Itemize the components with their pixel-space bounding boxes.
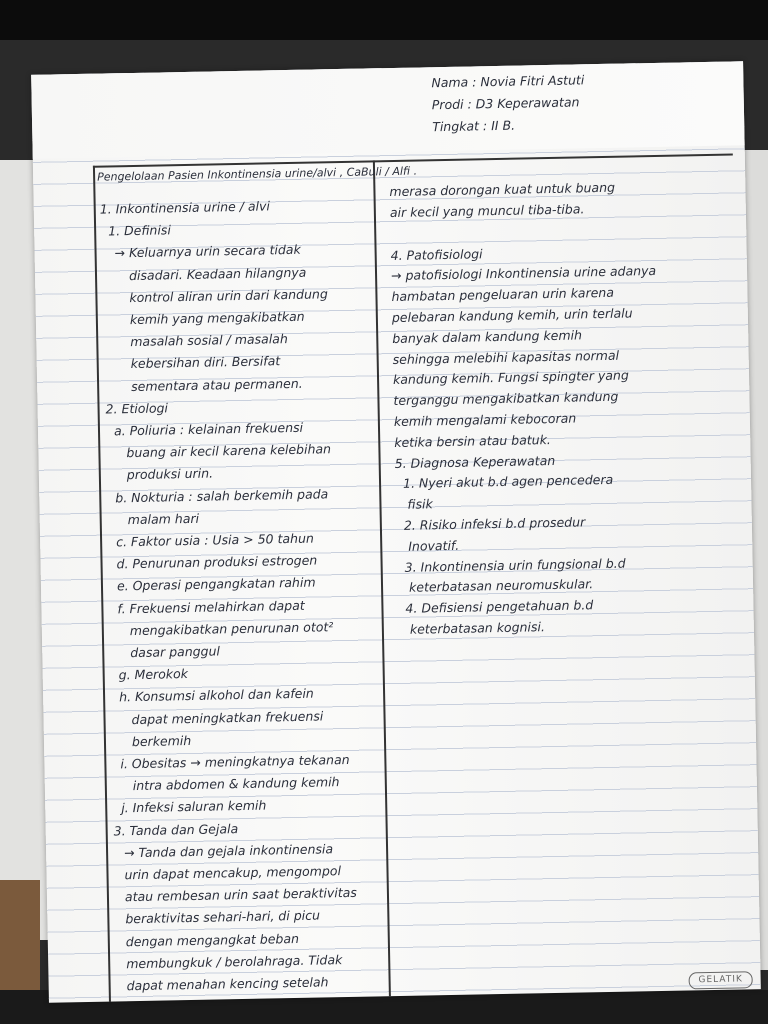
left-column-line: j. Infeksi saluran kemih — [121, 797, 267, 816]
right-column-line: kemih mengalami kebocoran — [393, 410, 577, 430]
left-column-line: h. Konsumsi alkohol dan kafein — [118, 686, 314, 705]
left-column-line: produksi urin. — [126, 465, 214, 483]
paper-header-area — [31, 61, 744, 159]
left-column-line: dapat meningkatkan frekuensi — [131, 708, 324, 727]
left-column-line: 1. Inkontinensia urine / alvi — [99, 198, 271, 217]
left-column-line: beraktivitas sehari-hari, di picu — [125, 907, 321, 927]
right-column-line: 4. Defisiensi pengetahuan b.d — [405, 597, 594, 617]
left-column-line: 3. Tanda dan Gejala — [113, 820, 239, 839]
left-column-line: a. Poliuria : kelainan frekuensi — [113, 419, 304, 439]
left-column-line: malam hari — [127, 510, 200, 527]
left-column-line: membungkuk / berolahraga. Tidak — [126, 951, 343, 972]
left-column-line: kontrol aliran urin dari kandung — [129, 286, 328, 305]
gelatik-logo: GELATIK — [689, 971, 753, 989]
right-column-line: 1. Nyeri akut b.d agen pencedera — [402, 472, 614, 492]
right-column-line: → patofisiologi Inkontinensia urine adanya — [390, 263, 657, 284]
right-column-line: air kecil yang muncul tiba-tiba. — [389, 201, 585, 220]
left-column-line: dasar panggul — [130, 643, 221, 661]
left-column-line: kemih yang mengakibatkan — [129, 308, 305, 328]
left-column-line: → Keluarnya urin secara tidak — [114, 242, 301, 261]
right-column-line: pelebaran kandung kemih, urin terlalu — [391, 305, 633, 326]
left-column-line: masalah sosial / masalah — [130, 331, 288, 350]
right-column-line: terganggu mengakibatkan kandung — [393, 388, 619, 409]
right-column-line: keterbatasan neuromuskular. — [408, 576, 594, 596]
left-column-line: g. Merokok — [118, 666, 189, 683]
table-left-border — [93, 166, 111, 1002]
left-column-line: dapat menahan kencing setelah — [126, 974, 329, 994]
left-column-line: mengakibatkan penurunan otot² — [129, 619, 334, 638]
right-column-line: hambatan pengeluaran urin karena — [391, 284, 615, 305]
column-divider — [373, 160, 391, 996]
class-level: Tingkat : II B. — [432, 117, 516, 135]
right-column-line: fisik — [407, 496, 433, 512]
left-column-line: kebersihan diri. Bersifat — [130, 353, 281, 372]
right-column-line: 5. Diagnosa Keperawatan — [394, 452, 556, 471]
left-column-line: e. Operasi pengangkatan rahim — [116, 574, 316, 594]
right-column-line: ketika bersin atau batuk. — [394, 431, 551, 450]
left-column-line: intra abdomen & kandung kemih — [132, 774, 340, 794]
left-column-line: i. Obesitas → meningkatnya tekanan — [120, 751, 350, 772]
right-column-line: 2. Risiko infeksi b.d prosedur — [403, 514, 586, 533]
left-column-line: urin dapat mencakup, mengompol — [124, 863, 342, 883]
right-column-line: keterbatasan kognisi. — [409, 619, 546, 637]
document-title: Pengelolaan Pasien Inkontinensia urine/alvi , CaBuli / Alfi . — [97, 164, 418, 184]
left-column-line: dengan mengangkat beban — [125, 930, 300, 949]
left-column-line: atau rembesan urin saat beraktivitas — [124, 885, 357, 905]
left-column-line: buang air kecil karena kelebihan — [126, 441, 332, 461]
left-column-line: berkemih — [131, 732, 192, 749]
lined-paper — [31, 61, 761, 1002]
study-program: Prodi : D3 Keperawatan — [431, 94, 580, 113]
right-column-line: banyak dalam kandung kemih — [392, 327, 583, 346]
right-column-line: 3. Inkontinensia urin fungsional b.d — [404, 555, 626, 575]
right-column-line: 4. Patofisiologi — [390, 245, 483, 263]
right-column-line: Inovatif. — [408, 537, 460, 554]
left-column-line: sementara atau permanen. — [131, 375, 303, 394]
left-column-line: 1. Definisi — [108, 222, 171, 239]
left-column-line: b. Nokturia : salah berkemih pada — [115, 485, 329, 505]
background-dark-top — [0, 0, 768, 40]
left-column-line: c. Faktor usia : Usia > 50 tahun — [115, 530, 314, 550]
left-column-line: disadari. Keadaan hilangnya — [128, 264, 307, 283]
left-column-line: f. Frekuensi melahirkan dapat — [117, 597, 305, 616]
right-column-line: kandung kemih. Fungsi spingter yang — [392, 367, 629, 388]
left-column-line: 2. Etiologi — [105, 400, 169, 417]
right-column-line: sehingga melebihi kapasitas normal — [392, 347, 620, 367]
right-column-line: merasa dorongan kuat untuk buang — [389, 179, 616, 200]
left-column-line: d. Penurunan produksi estrogen — [116, 552, 318, 572]
student-name: Nama : Novia Fitri Astuti — [431, 72, 585, 91]
left-column-line: → Tanda dan gejala inkontinensia — [123, 841, 334, 861]
